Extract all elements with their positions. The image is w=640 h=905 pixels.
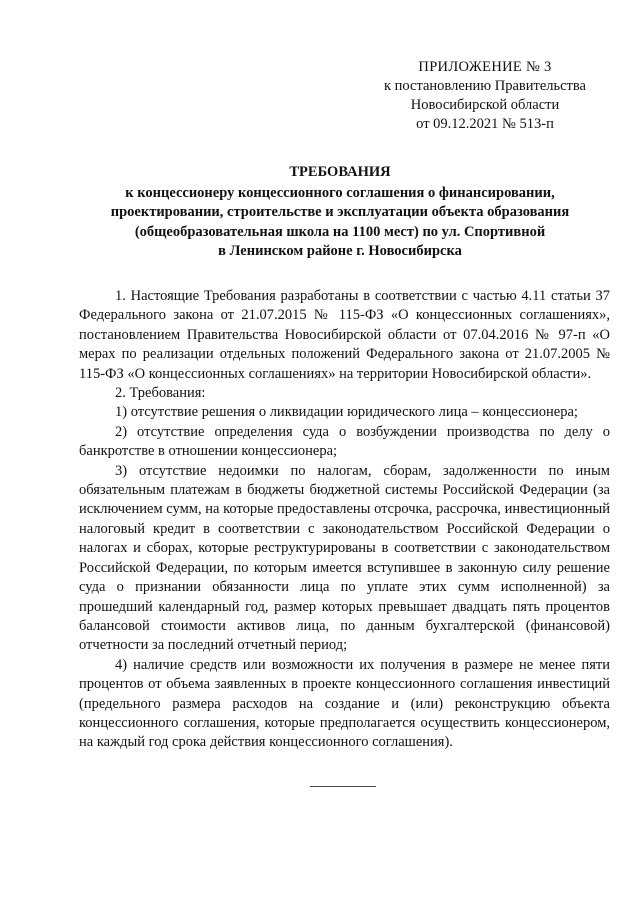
paragraph-2: 2. Требования: <box>115 385 206 402</box>
requirement-1: 1) отсутствие решения о ликвидации юридического лица – концессионера; <box>115 404 578 421</box>
appendix-line-1: к постановлению Правительства <box>384 78 586 94</box>
requirement-3: 3) отсутствие недоимки по налогам, сборам, задолженности по иным обязательным платежам в бюджеты бюджетной системы Российской Федерации (за исключением сумм, на которые предоставлены отсрочка, рассрочка, инвестиционный налоговый кредит в соответствии с законодательством Российской Федерации о налогах и сборах, которые реструктурированы в соответствии с законодательством Российской Федерации, по которым имеется вступившее в законную силу решение суда о признании обязанности лица по уплате этих сумм исполненной) за прошедший календарный год, размер которых превышает двадцать пять процентов балансовой стоимости активов лица, по данным бухгалтерской (финансовой) отчетности за последний отчетный период; <box>79 462 610 654</box>
document-title: ТРЕБОВАНИЯ <box>289 164 391 180</box>
document-heading <box>70 163 610 262</box>
appendix-header <box>380 58 590 134</box>
appendix-line-2: Новосибирской области <box>410 97 560 113</box>
heading-line-2: проектировании, строительстве и эксплуатации объекта образования <box>110 204 570 220</box>
requirement-4: 4) наличие средств или возможности их получения в размере не менее пяти процентов от объема заявленных в проекте концессионного соглашения инвестиций (предельного размера расходов на создание и (или) реконструкцию объекта концессионного соглашения, которые предполагается осуществить концессионером, на каждый год срока действия концессионного соглашения). <box>79 656 610 751</box>
heading-line-4: в Ленинском районе г. Новосибирска <box>218 243 462 259</box>
paragraph-1: 1. Настоящие Требования разработаны в соответствии с частью 4.11 статьи 37 Федерального закона от 21.07.2015 № 115-ФЗ «О концессионных соглашениях», постановлением Правительства Новосибирской области от 07.04.2016 № 97-п «О мерах по реализации отдельных положений Федерального закона от 21.07.2005 № 115-ФЗ «О концессионных соглашениях» на территории Новосибирской области». <box>79 288 610 382</box>
document-body <box>79 287 610 753</box>
appendix-line-3: от 09.12.2021 № 513-п <box>416 116 554 132</box>
requirement-2: 2) отсутствие определения суда о возбуждении производства по делу о банкротстве в отношении концессионера; <box>79 423 610 460</box>
appendix-title: ПРИЛОЖЕНИЕ № 3 <box>418 59 552 75</box>
end-separator-line <box>310 786 376 787</box>
heading-line-1: к концессионеру концессионного соглашения о финансировании, <box>125 184 555 201</box>
heading-line-3: (общеобразовательная школа на 1100 мест) по ул. Спортивной <box>134 223 546 240</box>
